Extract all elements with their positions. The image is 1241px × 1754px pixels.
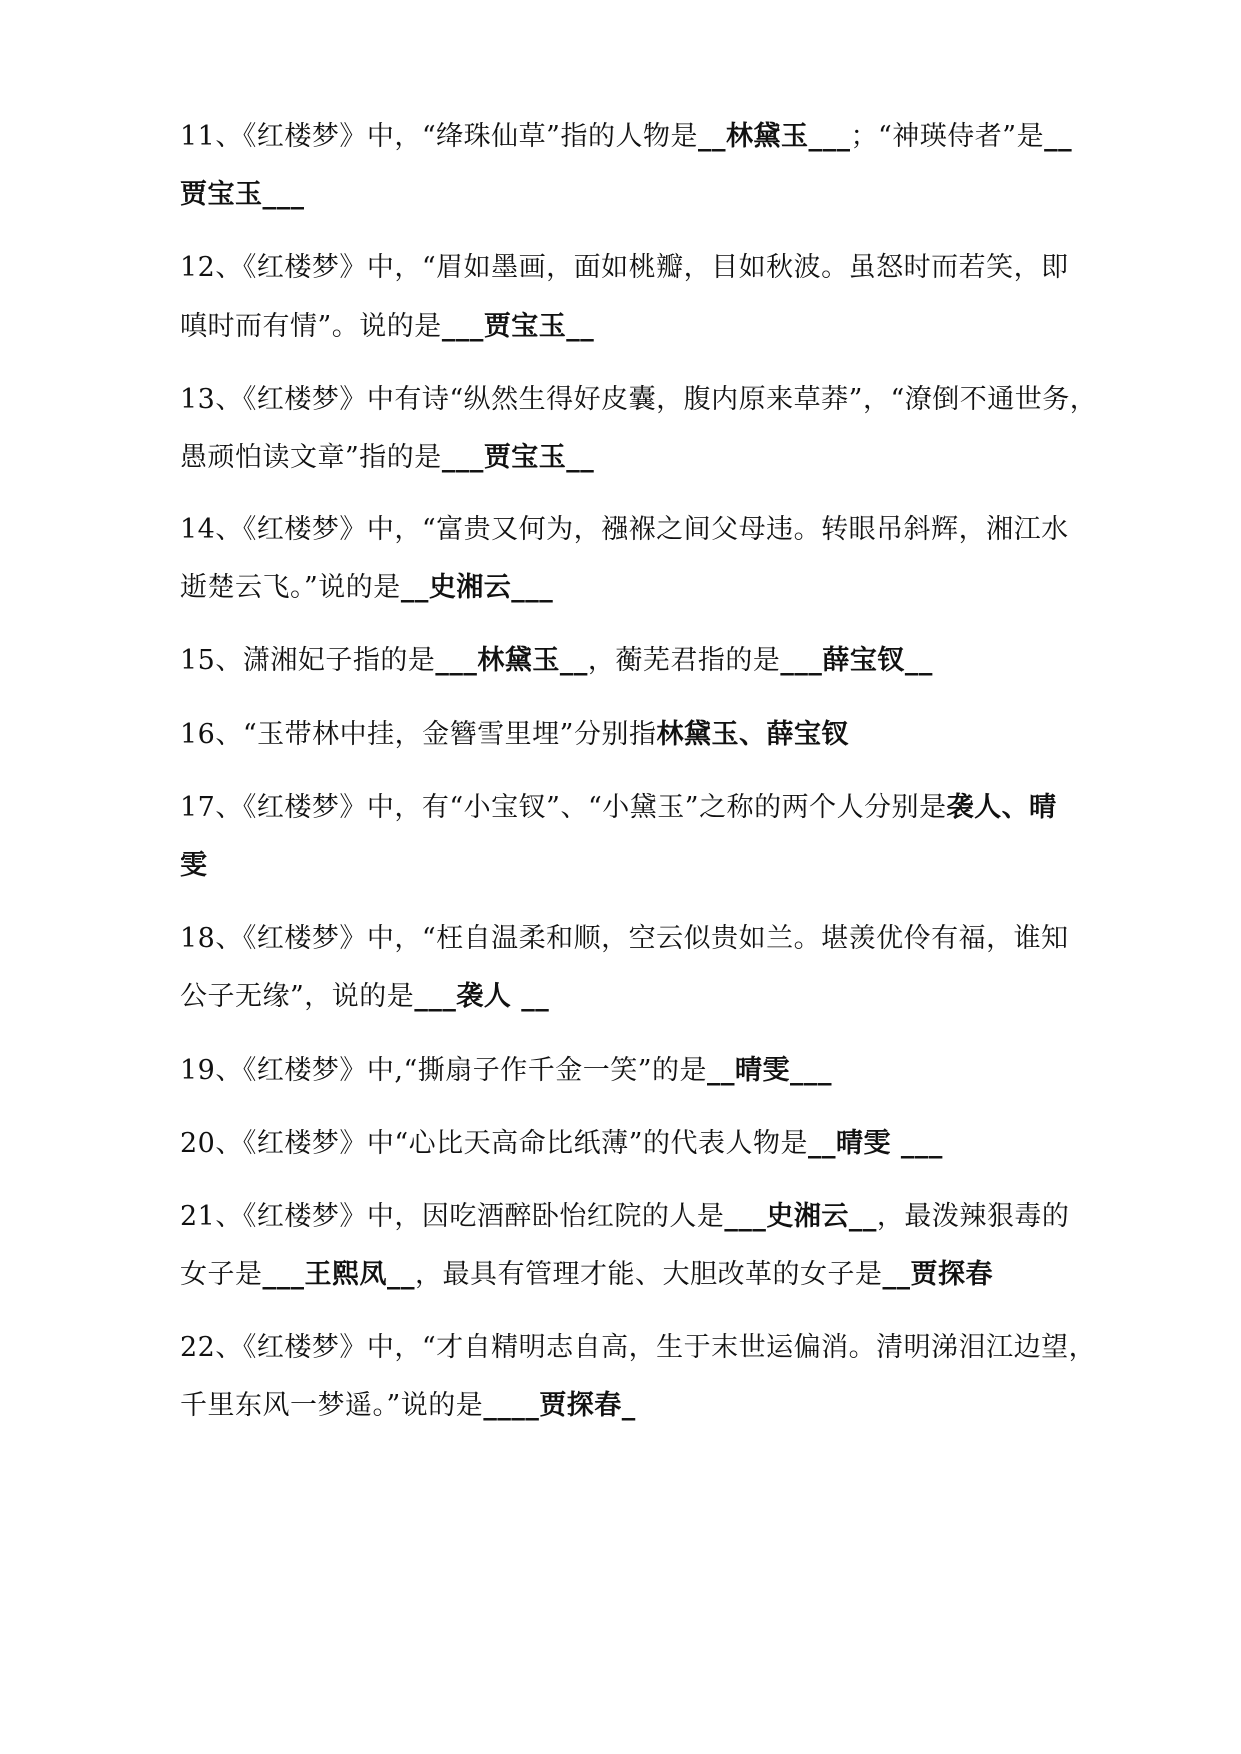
document-page <box>180 0 1140 1754</box>
question-line <box>180 175 305 215</box>
question-line <box>180 1386 636 1426</box>
answer-text: ____贾探春_ <box>483 1390 636 1421</box>
question-line <box>180 307 594 347</box>
question-line <box>180 846 208 886</box>
question-line <box>180 568 553 608</box>
question-line <box>180 510 1069 550</box>
question-line <box>180 117 1072 157</box>
question-text: 12、《红楼梦》中，“眉如墨画，面如桃瓣，目如秋波。虽怒时而若笑，即 <box>180 252 1069 283</box>
question-text: 逝楚云飞。”说的是 <box>180 572 401 603</box>
question-text: 千里东风一梦遥。”说的是 <box>180 1390 484 1421</box>
question-text: 21、《红楼梦》中，因吃酒醉卧怡红院的人是 <box>180 1201 725 1232</box>
question-line <box>180 1124 943 1164</box>
answer-text: 林黛玉、薛宝钗 <box>656 719 849 750</box>
answer-text: ___贾宝玉__ <box>441 442 595 473</box>
answer-text: __晴雯 ___ <box>807 1128 943 1159</box>
answer-text: ___薛宝钗__ <box>780 645 933 676</box>
question-text: 嗔时而有情”。说的是 <box>180 311 442 342</box>
question-text: 女子是 <box>180 1259 263 1290</box>
answer-text: __林黛玉___ <box>697 121 851 152</box>
answer-text: __晴雯___ <box>707 1055 833 1086</box>
question-text: ，最具有管理才能、大胆改革的女子是 <box>415 1259 883 1290</box>
answer-text: ___史湘云__ <box>724 1201 877 1232</box>
answer-text: ___贾宝玉__ <box>441 311 595 342</box>
question-line <box>180 438 594 478</box>
question-text: ，蘅芜君指的是 <box>587 645 781 676</box>
question-text: 愚顽怕读文章”指的是 <box>180 442 442 473</box>
answer-text: 袭人、晴 <box>946 792 1057 823</box>
question-text: 19、《红楼梦》中,“撕扇子作千金一笑”的是 <box>180 1055 708 1086</box>
question-line <box>180 248 1069 288</box>
question-text: 18、《红楼梦》中，“枉自温柔和顺，空云似贵如兰。堪羡优伶有福，谁知 <box>180 923 1069 954</box>
question-text: 公子无缘”，说的是 <box>180 981 415 1012</box>
question-line <box>180 641 933 681</box>
question-text: 14、《红楼梦》中，“富贵又何为，襁褓之间父母违。转眼吊斜辉，湘江水 <box>180 514 1069 545</box>
answer-text: ___林黛玉__ <box>435 645 588 676</box>
question-line <box>180 1051 832 1091</box>
answer-text: ___王熙凤__ <box>262 1259 415 1290</box>
question-line <box>180 1255 993 1295</box>
question-line <box>180 919 1069 959</box>
question-text: 11、《红楼梦》中，“绛珠仙草”指的人物是 <box>180 121 698 152</box>
answer-text: __ <box>1044 121 1073 152</box>
question-text: 13、《红楼梦》中有诗“纵然生得好皮囊，腹内原来草莽”，“潦倒不通世务， <box>180 384 1098 415</box>
answer-text: __史湘云___ <box>400 572 554 603</box>
question-text: 20、《红楼梦》中“心比天高命比纸薄”的代表人物是 <box>180 1128 808 1159</box>
question-line <box>180 715 849 755</box>
question-line <box>180 977 549 1017</box>
answer-text: ___袭人 __ <box>414 981 550 1012</box>
question-line <box>180 380 1097 420</box>
answer-text: 贾宝玉___ <box>180 179 305 210</box>
question-line <box>180 1328 1096 1368</box>
answer-text: __贾探春 <box>882 1259 993 1290</box>
question-text: 15、潇湘妃子指的是 <box>180 645 436 676</box>
question-line <box>180 788 1057 828</box>
question-text: ；“神瑛侍者”是 <box>850 121 1045 152</box>
question-text: 17、《红楼梦》中，有“小宝钗”、“小黛玉”之称的两个人分别是 <box>180 792 947 823</box>
question-line <box>180 1197 1069 1237</box>
answer-text: 雯 <box>180 850 208 881</box>
question-text: ，最泼辣狠毒的 <box>876 1201 1070 1232</box>
question-text: 22、《红楼梦》中，“才自精明志自高，生于末世运偏消。清明涕泪江边望， <box>180 1332 1097 1363</box>
question-text: 16、“玉带林中挂，金簪雪里埋”分别指 <box>180 719 657 750</box>
